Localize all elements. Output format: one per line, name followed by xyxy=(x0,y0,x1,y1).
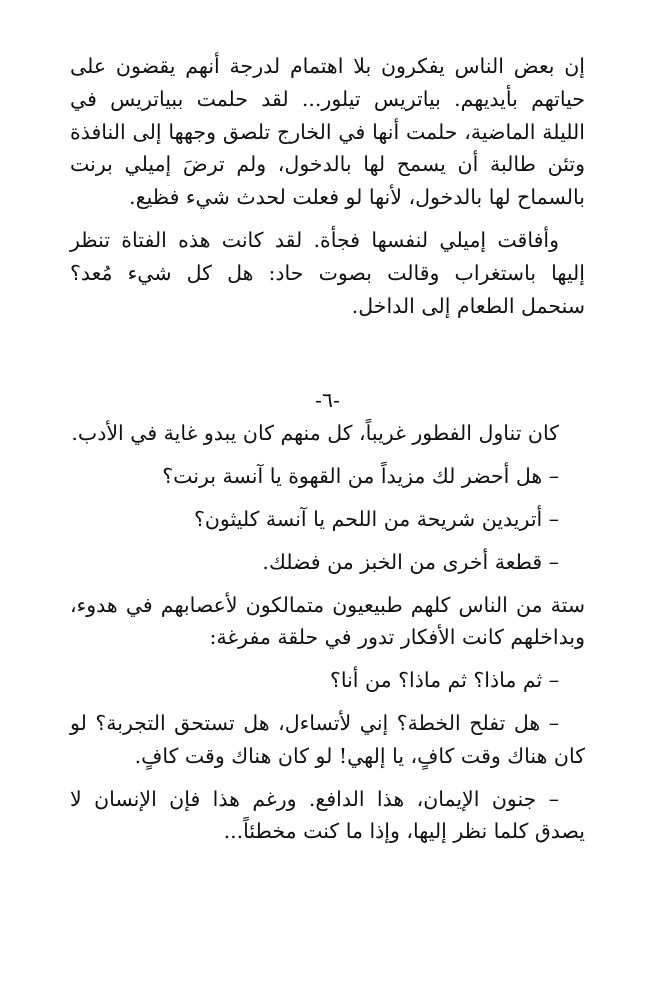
paragraph: كان تناول الفطور غريباً، كل منهم كان يبدو غاية في الأدب. xyxy=(71,421,559,446)
dialogue-line: – هل أحضر لك مزيداً من القهوة يا آنسة برنت؟ xyxy=(162,464,559,489)
thought-line: – ثم ماذا؟ ثم ماذا؟ من أنا؟ xyxy=(329,668,559,693)
book-page xyxy=(70,50,585,858)
paragraph: ستة من الناس كلهم طبيعيون متمالكون لأعصابهم في هدوء، وبداخلهم كانت الأفكار تدور في حلقة مفرغة: xyxy=(70,592,585,650)
paragraph: إن بعض الناس يفكرون بلا اهتمام لدرجة أنهم يقضون على حياتهم بأيديهم. بياتريس تيلور... لقد حلمت ببياتريس في الليلة الماضية، حلمت أنها في الخارج تلصق وجهها إلى النافذة وتئن طالبة أن يسمح لها بالدخول، ولم ترضَ إميلي برنت بالسماح لها بالدخول، لأنها لو فعلت لحدث شيء فظيع. xyxy=(70,54,585,210)
paragraph: وأفاقت إميلي لنفسها فجأة. لقد كانت هذه الفتاة تنظر إليها باستغراب وقالت بصوت حاد: هل كل شيء مُعد؟ سنحمل الطعام إلى الداخل. xyxy=(70,227,585,318)
dialogue-line: – أتريدين شريحة من اللحم يا آنسة كليثون؟ xyxy=(193,506,559,531)
chapter-number: -٦- xyxy=(315,388,340,413)
thought-line: – جنون الإيمان، هذا الدافع. ورغم هذا فإن الإنسان لا يصدق كلما نظر إليها، وإذا ما كنت مخطئاً... xyxy=(70,786,585,844)
dialogue-line: – قطعة أخرى من الخبز من فضلك. xyxy=(262,549,559,574)
thought-line: – هل تفلح الخطة؟ إني لأتساءل، هل تستحق التجربة؟ لو كان هناك وقت كافٍ، يا إلهي! لو كان هناك وقت كافٍ. xyxy=(70,710,585,768)
